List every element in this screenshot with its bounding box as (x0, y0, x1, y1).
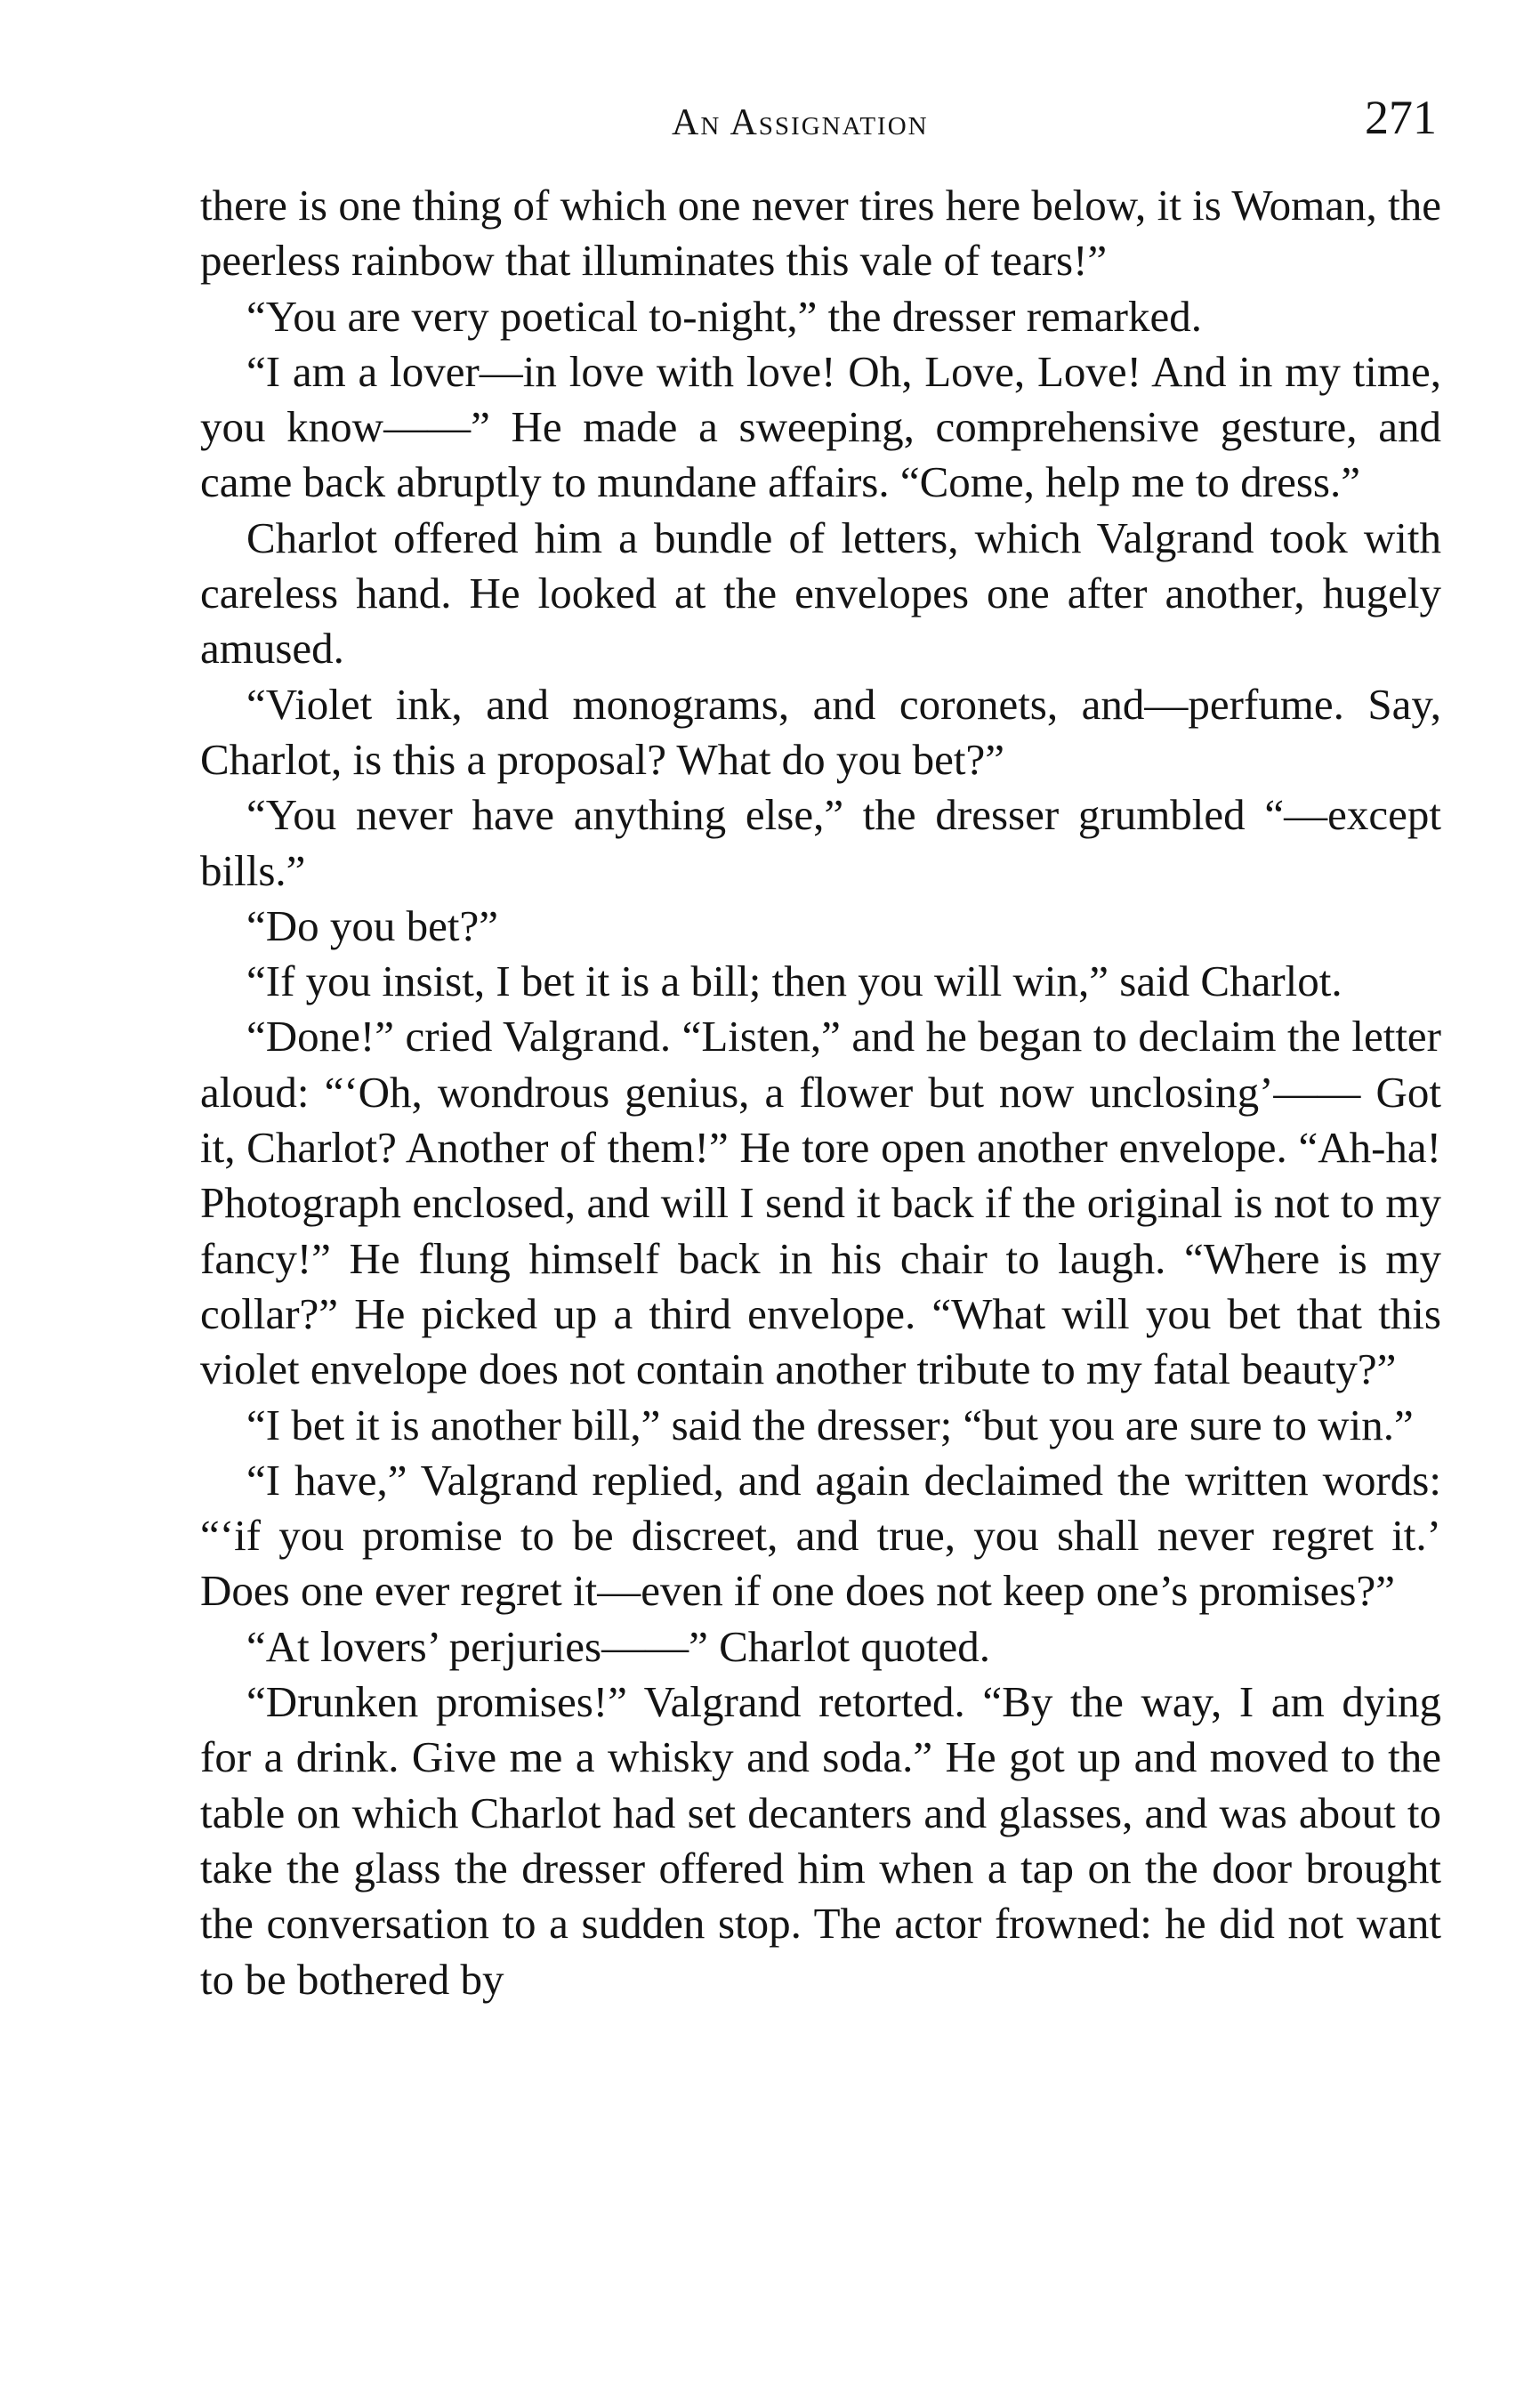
paragraph: “If you insist, I bet it is a bill; then you will win,” said Charlot. (246, 956, 1342, 1006)
paragraph: “I am a lover—in love with love! Oh, Love, Love! And in my time, you know——” He made a sweeping, comprehensive gesture, and came back abruptly to mundane affairs. “Come, help me to dress.” (200, 346, 1441, 507)
paragraph: “I have,” Valgrand replied, and again declaimed the written words: “‘if you promise to be discreet, and true, you shall never regret it.’ Does one ever regret it—even if one does not keep one’s promises?” (200, 1455, 1441, 1616)
paragraph: “Drunken promises!” Valgrand retorted. “By the way, I am dying for a drink. Give me a whisky and soda.” He got up and moved to the table on which Charlot had set decanters and glasses, and was about to take the glass the dresser offered him when a tap on the door brought the conversation to a sudden stop. The actor frowned: he did not want to be bothered by (200, 1677, 1441, 2004)
paragraph: Charlot offered him a bundle of letters, which Valgrand took with careless hand. He looked at the envelopes one after another, hugely amused. (200, 513, 1441, 674)
paragraph: “Violet ink, and monograms, and coronets, and—perfume. Say, Charlot, is this a proposal? What do you bet?” (200, 679, 1441, 784)
paragraph: “I bet it is another bill,” said the dresser; “but you are sure to win.” (246, 1400, 1414, 1449)
running-head (200, 89, 1441, 151)
page-number: 271 (1365, 91, 1437, 144)
paragraph: there is one thing of which one never tires here below, it is Woman, the peerless rainbow that illuminates this vale of tears!” (200, 181, 1441, 286)
paragraph: “Done!” cried Valgrand. “Listen,” and he began to declaim the letter aloud: “‘Oh, wondrous genius, a flower but now unclosing’—— Got it, Charlot? Another of them!” He tore open another envelope. “Ah-ha! Photograph enclosed, and will I send it back if the original is not to my fancy!” He flung himself back in his chair to laugh. “Where is my collar?” He picked up a third envelope. “What will you bet that this violet envelope does not contain another tribute to my fatal beauty?” (200, 1012, 1441, 1394)
body-text (200, 178, 1441, 2007)
paragraph: “You are very poetical to-night,” the dresser remarked. (246, 291, 1202, 341)
paragraph: “You never have anything else,” the dresser grumbled “—except bills.” (200, 790, 1441, 895)
running-title: An Assignation (672, 102, 929, 143)
paragraph: “At lovers’ perjuries——” Charlot quoted. (246, 1621, 990, 1671)
paragraph: “Do you bet?” (246, 900, 498, 950)
